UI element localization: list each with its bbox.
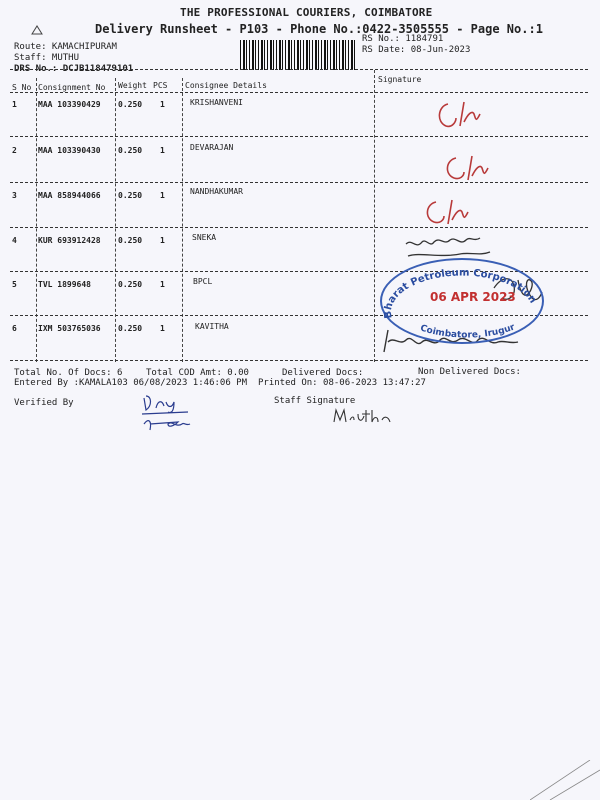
row-1-rule: [10, 136, 588, 137]
row-4-weight: 0.250: [118, 236, 143, 245]
row-6-sno: 6: [12, 324, 17, 333]
row-6-weight: 0.250: [118, 324, 143, 333]
non-delivered-docs: Non Delivered Docs:: [418, 367, 521, 377]
row-5-weight: 0.250: [118, 280, 143, 289]
signature-row-1: [430, 92, 500, 137]
stamp-date: 06 APR 2023: [430, 290, 516, 304]
row-4-consignment: KUR 693912428: [38, 236, 101, 245]
col-sep-4: [374, 70, 375, 362]
paper-corner-fold: [530, 760, 600, 800]
staff-label: Staff: MUTHU: [14, 53, 80, 63]
svg-text:Coimbatore, Irugur: [419, 322, 517, 340]
route-label: Route: KAMACHIPURAM: [14, 42, 117, 52]
col-header-sno: S No: [12, 83, 32, 92]
row-5-consignment: TVL 1899648: [38, 280, 91, 289]
rs-date: RS Date: 08-Jun-2023: [362, 45, 471, 55]
row-4-consignee: SNEKA: [192, 233, 217, 242]
row-6-pcs: 1: [160, 324, 165, 333]
courier-logo-icon: [30, 24, 44, 36]
row-3-pcs: 1: [160, 191, 165, 200]
header-rule-top: [10, 69, 588, 70]
col-header-consignee: Consignee Details: [185, 81, 267, 90]
verified-by-label: Verified By: [14, 398, 74, 408]
entered-by: Entered By :KAMALA103 06/08/2023 1:46:06 PM: [14, 378, 247, 388]
header-rule-bottom: [10, 92, 588, 93]
staff-signature: [330, 404, 410, 430]
verified-signature: [138, 390, 198, 438]
runsheet-subtitle: Delivery Runsheet - P103 - Phone No.:0422-3505555 - Page No.:1: [95, 22, 543, 36]
stamp-org-line2: Coimbatore, Irugur: [418, 322, 517, 341]
row-1-consignment: MAA 103390429: [38, 100, 101, 109]
row-2-consignee: DEVARAJAN: [190, 143, 234, 152]
row-1-weight: 0.250: [118, 100, 143, 109]
row-1-pcs: 1: [160, 100, 165, 109]
row-5-sno: 5: [12, 280, 17, 289]
row-3-rule: [10, 227, 588, 228]
drs-number: DRS No.: DCJB118479101: [14, 64, 134, 74]
col-header-consignment: Consignment No: [38, 83, 106, 92]
row-6-consignee: KAVITHA: [195, 322, 229, 331]
delivered-docs: Delivered Docs:: [282, 368, 364, 378]
col-header-weight: Weight: [118, 81, 147, 90]
row-3-weight: 0.250: [118, 191, 143, 200]
row-3-consignee: NANDHAKUMAR: [190, 187, 243, 196]
barcode: [240, 40, 355, 70]
col-header-signature: Signature: [378, 75, 422, 84]
row-2-weight: 0.250: [118, 146, 143, 155]
stamp-org-line1: Bharat Petroleum Corporation: [382, 267, 539, 320]
row-6-consignment: IXM 503765036: [38, 324, 101, 333]
row-3-consignment: MAA 858944066: [38, 191, 101, 200]
row-1-consignee: KRISHANVENI: [190, 98, 243, 107]
row-4-sno: 4: [12, 236, 17, 245]
signature-row-3: [420, 192, 490, 232]
col-sep-3: [182, 78, 183, 362]
row-5-consignee: BPCL: [193, 277, 213, 286]
col-header-pcs: PCS: [153, 81, 168, 90]
col-sep-2: [115, 78, 116, 362]
row-3-sno: 3: [12, 191, 17, 200]
row-2-consignment: MAA 103390430: [38, 146, 101, 155]
row-5-pcs: 1: [160, 280, 165, 289]
staff-signature-label: Staff Signature: [274, 396, 356, 406]
row-2-sno: 2: [12, 146, 17, 155]
company-title: THE PROFESSIONAL COURIERS, COIMBATORE: [180, 6, 433, 19]
signature-row-2: [440, 148, 510, 188]
row-4-pcs: 1: [160, 236, 165, 245]
row-1-sno: 1: [12, 100, 17, 109]
rs-number: RS No.: 1184791: [362, 34, 444, 44]
row-2-pcs: 1: [160, 146, 165, 155]
col-sep-1: [36, 78, 37, 362]
total-docs: Total No. Of Docs: 6: [14, 368, 123, 378]
printed-on: Printed On: 08-06-2023 13:47:27: [258, 378, 426, 388]
total-cod: Total COD Amt: 0.00: [146, 368, 249, 378]
